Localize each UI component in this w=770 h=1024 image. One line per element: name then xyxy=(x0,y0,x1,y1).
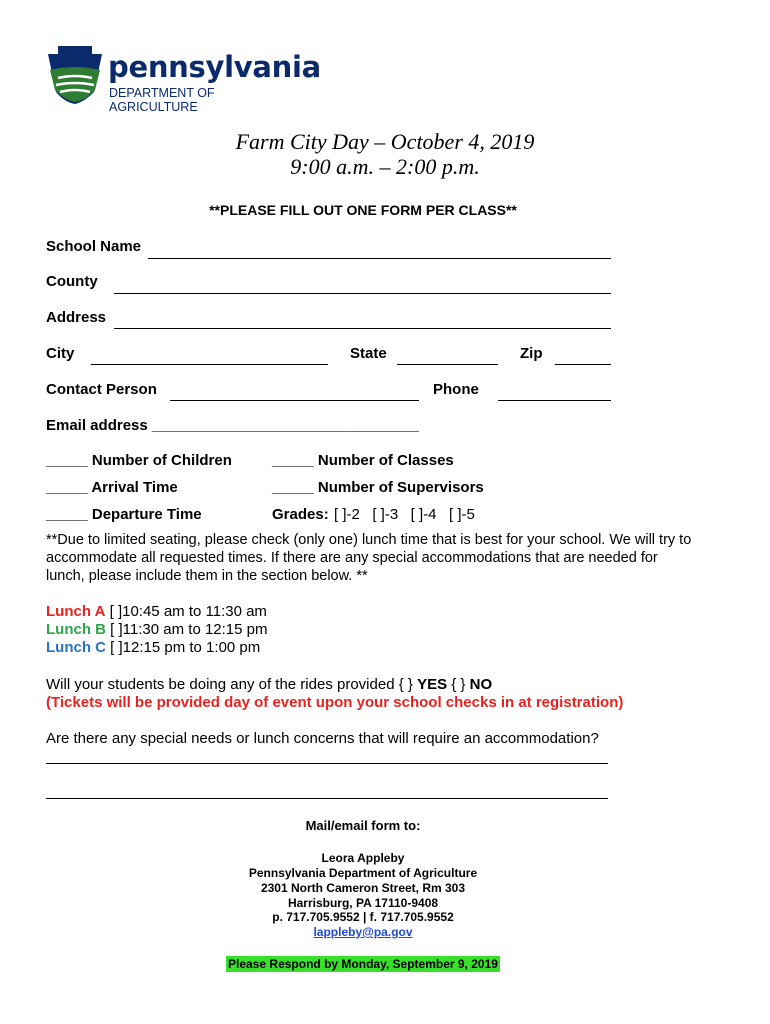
arrival-time-field[interactable]: _____ Arrival Time xyxy=(46,479,178,496)
lunch-c-time: [ ]12:15 pm to 1:00 pm xyxy=(110,639,261,656)
respond-deadline-row xyxy=(0,955,726,973)
lunch-c-label: Lunch C xyxy=(46,639,106,656)
mail-heading: Mail/email form to: xyxy=(305,818,421,833)
grades-checkboxes[interactable]: [ ]-2 [ ]-3 [ ]-4 [ ]-5 xyxy=(334,506,475,523)
logo-subtitle: DEPARTMENT OF AGRICULTURE xyxy=(109,86,215,114)
city-label: City xyxy=(46,345,75,362)
lunch-option-c[interactable] xyxy=(46,639,260,656)
address-label: Address xyxy=(46,309,107,326)
rides-no-checkbox[interactable]: { } xyxy=(451,676,466,693)
contact-name: Leora Appleby xyxy=(321,851,405,865)
lunch-option-b[interactable] xyxy=(46,621,268,638)
lunch-b-time: [ ]11:30 am to 12:15 pm xyxy=(110,621,268,638)
email-address-field[interactable]: Email address ________________________________ xyxy=(46,417,419,434)
respond-deadline: Please Respond by Monday, September 9, 2019 xyxy=(228,957,498,971)
lunch-b-label: Lunch B xyxy=(46,621,106,638)
lunch-option-a[interactable] xyxy=(46,603,267,620)
lunch-a-time: [ ]10:45 am to 11:30 am xyxy=(109,603,267,620)
rides-yes-option[interactable]: YES xyxy=(417,676,448,693)
tickets-note: (Tickets will be provided day of event upon your school checks in at registration) xyxy=(46,694,624,711)
contact-person-label: Contact Person xyxy=(46,381,157,398)
state-label: State xyxy=(350,345,387,362)
rides-question xyxy=(46,676,492,693)
logo-wordmark: pennsylvania xyxy=(108,50,321,84)
city-field[interactable] xyxy=(91,364,328,365)
contact-email-row xyxy=(0,925,726,939)
event-time: 9:00 a.m. – 2:00 p.m. xyxy=(290,154,480,179)
county-field[interactable] xyxy=(114,293,611,294)
grades-label: Grades: xyxy=(272,506,329,523)
contact-org: Pennsylvania Department of Agriculture xyxy=(248,866,478,880)
form-notice: **PLEASE FILL OUT ONE FORM PER CLASS** xyxy=(209,202,517,218)
phone-field[interactable] xyxy=(498,400,611,401)
number-of-children-field[interactable]: _____ Number of Children xyxy=(46,452,232,469)
zip-label: Zip xyxy=(520,345,543,362)
contact-city: Harrisburg, PA 17110-9408 xyxy=(287,896,439,910)
lunch-a-label: Lunch A xyxy=(46,603,106,620)
zip-field[interactable] xyxy=(555,364,611,365)
seating-note: **Due to limited seating, please check (only one) lunch time that is best for your school. We will try to accommodate all requested times. If there are any special accommodations that are needed for lunch, please include them in the section below. ** xyxy=(46,532,692,584)
contact-phone-fax: p. 717.705.9552 | f. 717.705.9552 xyxy=(272,910,454,924)
special-needs-line-1[interactable] xyxy=(46,763,608,764)
rides-no-option[interactable]: NO xyxy=(469,676,493,693)
special-needs-question: Are there any special needs or lunch concerns that will require an accommodation? xyxy=(46,730,599,747)
contact-email-link[interactable]: lappleby@pa.gov xyxy=(313,925,413,939)
number-of-supervisors-field[interactable]: _____ Number of Supervisors xyxy=(272,479,484,496)
special-needs-line-2[interactable] xyxy=(46,798,608,799)
phone-label: Phone xyxy=(433,381,479,398)
number-of-classes-field[interactable]: _____ Number of Classes xyxy=(272,452,454,469)
rides-question-text: Will your students be doing any of the rides provided { } xyxy=(46,676,413,693)
address-field[interactable] xyxy=(114,328,611,329)
school-name-label: School Name xyxy=(46,238,142,255)
pa-agriculture-logo xyxy=(44,44,321,114)
keystone-icon xyxy=(44,44,106,106)
departure-time-field[interactable]: _____ Departure Time xyxy=(46,506,202,523)
state-field[interactable] xyxy=(397,364,498,365)
county-label: County xyxy=(46,273,98,290)
event-title: Farm City Day – October 4, 2019 xyxy=(235,129,535,154)
school-name-field[interactable] xyxy=(148,258,611,259)
contact-person-field[interactable] xyxy=(170,400,419,401)
contact-street: 2301 North Cameron Street, Rm 303 xyxy=(260,881,466,895)
